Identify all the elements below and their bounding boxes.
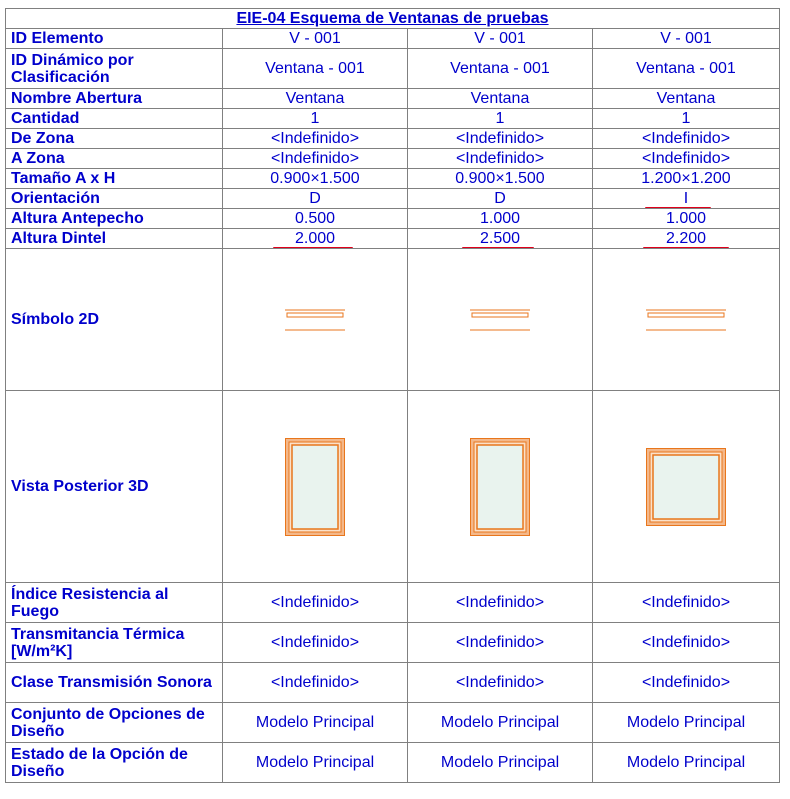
cell-clase-sonora: <Indefinido> <box>408 663 593 703</box>
cell-nombre-abertura: Ventana <box>223 89 408 109</box>
cell-id-elemento: V - 001 <box>593 29 780 49</box>
cell-clase-sonora: <Indefinido> <box>593 663 780 703</box>
cell-de-zona: <Indefinido> <box>408 129 593 149</box>
cell-nombre-abertura: Ventana <box>408 89 593 109</box>
dintel-value: 2.000 <box>294 230 336 247</box>
row-nombre-abertura <box>6 89 780 109</box>
row-id-dinamico <box>6 49 780 89</box>
cell-altura-dintel <box>408 229 593 249</box>
row-id-elemento <box>6 29 780 49</box>
row-altura-antepecho <box>6 209 780 229</box>
cell-id-dinamico: Ventana - 001 <box>223 49 408 89</box>
cell-id-dinamico: Ventana - 001 <box>408 49 593 89</box>
label-de-zona: De Zona <box>6 129 223 149</box>
red-annotation-mark <box>645 207 711 209</box>
cell-indice-fuego: <Indefinido> <box>593 583 780 623</box>
label-tamano: Tamaño A x H <box>6 169 223 189</box>
cell-cantidad: 1 <box>408 109 593 129</box>
cell-orientacion: D <box>223 189 408 209</box>
row-tamano <box>6 169 780 189</box>
cell-altura-dintel <box>223 229 408 249</box>
cell-altura-dintel <box>593 229 780 249</box>
cell-estado-opcion: Modelo Principal <box>408 743 593 783</box>
schedule-title: EIE-04 Esquema de Ventanas de pruebas <box>6 9 780 29</box>
cell-id-elemento: V - 001 <box>408 29 593 49</box>
cell-vista-3d <box>593 391 780 583</box>
cell-tamano: 0.900×1.500 <box>223 169 408 189</box>
label-indice-fuego: Índice Resistencia al Fuego <box>6 583 223 623</box>
row-estado-opcion <box>6 743 780 783</box>
label-orientacion: Orientación <box>6 189 223 209</box>
cell-tamano: 0.900×1.500 <box>408 169 593 189</box>
antepecho-value: 0.500 <box>294 210 336 227</box>
label-vista-3d: Vista Posterior 3D <box>6 391 223 583</box>
row-transmitancia <box>6 623 780 663</box>
cell-id-elemento: V - 001 <box>223 29 408 49</box>
cell-conjunto-opciones: Modelo Principal <box>223 703 408 743</box>
cell-indice-fuego: <Indefinido> <box>223 583 408 623</box>
cell-id-dinamico: Ventana - 001 <box>593 49 780 89</box>
window-schedule-table <box>5 8 780 783</box>
row-orientacion <box>6 189 780 209</box>
window-3d-view <box>646 448 726 526</box>
cell-simbolo-2d <box>223 249 408 391</box>
label-altura-dintel: Altura Dintel <box>6 229 223 249</box>
orientacion-value: I <box>683 190 689 207</box>
cell-altura-antepecho <box>223 209 408 229</box>
cell-conjunto-opciones: Modelo Principal <box>593 703 780 743</box>
cell-a-zona: <Indefinido> <box>223 149 408 169</box>
window-plan-symbol <box>646 308 726 332</box>
window-3d-view <box>470 438 530 536</box>
cell-clase-sonora: <Indefinido> <box>223 663 408 703</box>
row-conjunto-opciones <box>6 703 780 743</box>
schedule-title-row <box>6 9 780 29</box>
row-indice-fuego <box>6 583 780 623</box>
window-plan-symbol <box>285 308 345 332</box>
row-altura-dintel <box>6 229 780 249</box>
cell-simbolo-2d <box>593 249 780 391</box>
dintel-value: 2.500 <box>479 230 521 247</box>
row-simbolo-2d <box>6 249 780 391</box>
cell-transmitancia: <Indefinido> <box>223 623 408 663</box>
label-transmitancia: Transmitancia Térmica [W/m²K] <box>6 623 223 663</box>
label-id-dinamico: ID Dinámico por Clasificación <box>6 49 223 89</box>
red-annotation-mark <box>643 247 729 249</box>
cell-vista-3d <box>223 391 408 583</box>
label-cantidad: Cantidad <box>6 109 223 129</box>
cell-a-zona: <Indefinido> <box>593 149 780 169</box>
row-vista-3d <box>6 391 780 583</box>
cell-orientacion <box>593 189 780 209</box>
cell-altura-antepecho: 1.000 <box>593 209 780 229</box>
row-cantidad <box>6 109 780 129</box>
label-clase-sonora: Clase Transmisión Sonora <box>6 663 223 703</box>
row-a-zona <box>6 149 780 169</box>
row-de-zona <box>6 129 780 149</box>
label-simbolo-2d: Símbolo 2D <box>6 249 223 391</box>
dintel-value: 2.200 <box>665 230 707 247</box>
cell-estado-opcion: Modelo Principal <box>223 743 408 783</box>
window-3d-view <box>285 438 345 536</box>
label-nombre-abertura: Nombre Abertura <box>6 89 223 109</box>
cell-conjunto-opciones: Modelo Principal <box>408 703 593 743</box>
cell-altura-antepecho: 1.000 <box>408 209 593 229</box>
cell-de-zona: <Indefinido> <box>593 129 780 149</box>
row-clase-sonora <box>6 663 780 703</box>
cell-nombre-abertura: Ventana <box>593 89 780 109</box>
cell-indice-fuego: <Indefinido> <box>408 583 593 623</box>
label-altura-antepecho: Altura Antepecho <box>6 209 223 229</box>
cell-orientacion: D <box>408 189 593 209</box>
cell-simbolo-2d <box>408 249 593 391</box>
cell-cantidad: 1 <box>593 109 780 129</box>
cell-transmitancia: <Indefinido> <box>593 623 780 663</box>
red-annotation-mark <box>462 247 534 249</box>
label-estado-opcion: Estado de la Opción de Diseño <box>6 743 223 783</box>
label-conjunto-opciones: Conjunto de Opciones de Diseño <box>6 703 223 743</box>
window-plan-symbol <box>470 308 530 332</box>
cell-cantidad: 1 <box>223 109 408 129</box>
cell-vista-3d <box>408 391 593 583</box>
cell-transmitancia: <Indefinido> <box>408 623 593 663</box>
cell-de-zona: <Indefinido> <box>223 129 408 149</box>
label-a-zona: A Zona <box>6 149 223 169</box>
label-id-elemento: ID Elemento <box>6 29 223 49</box>
red-annotation-mark <box>273 247 353 249</box>
cell-estado-opcion: Modelo Principal <box>593 743 780 783</box>
cell-tamano: 1.200×1.200 <box>593 169 780 189</box>
cell-a-zona: <Indefinido> <box>408 149 593 169</box>
